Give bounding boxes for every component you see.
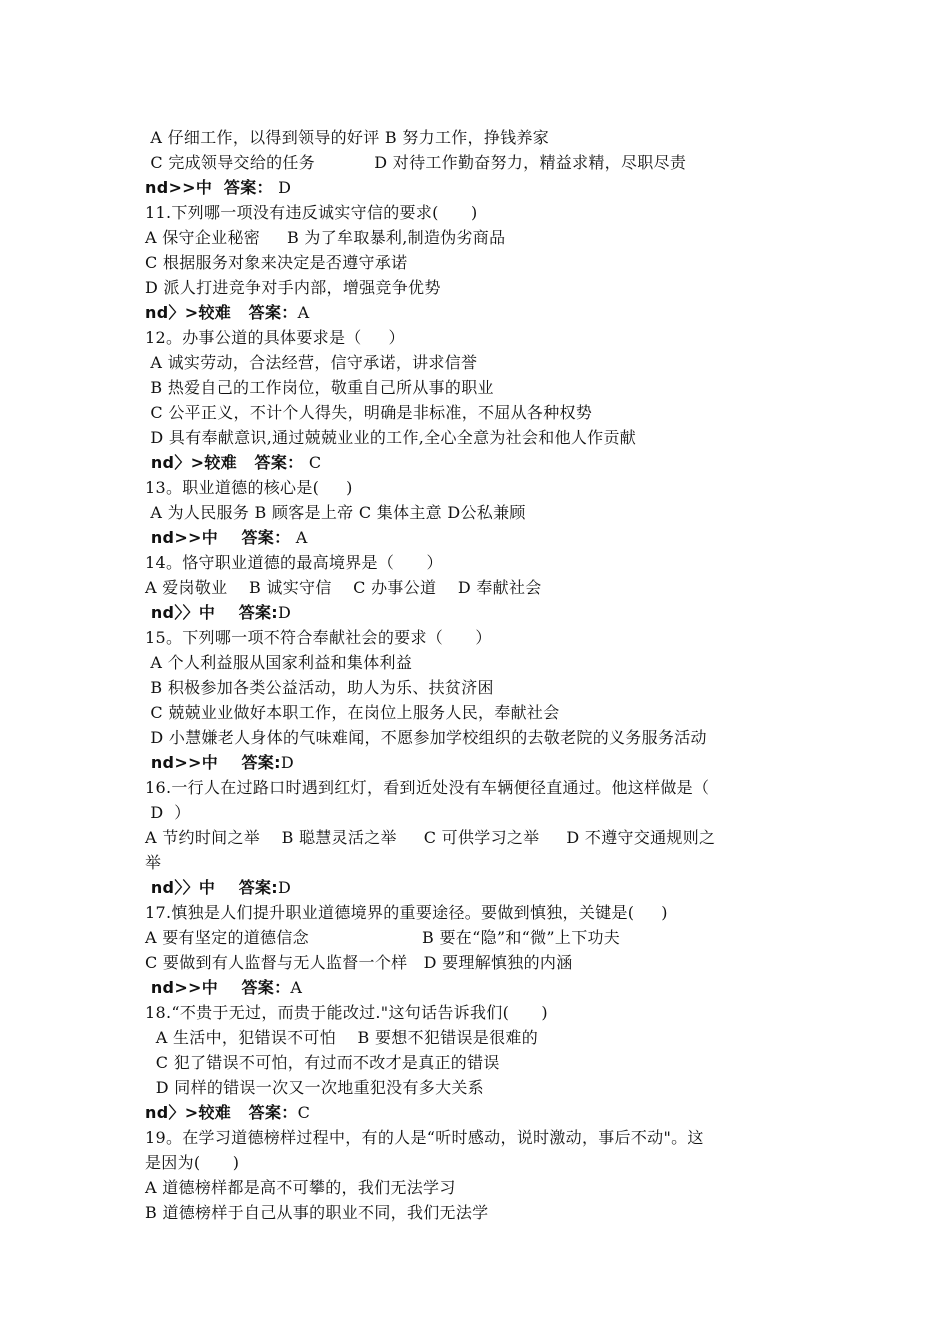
difficulty-answer-label: nd〉>较难 答案：: [145, 303, 298, 322]
line-text: 19。在学习道德榜样过程中，有的人是“听时感动，说时激动，事后不动"。这: [145, 1128, 704, 1147]
question-text-line: [145, 1178, 456, 1198]
question-text-line: [145, 553, 443, 573]
answer-line: [145, 978, 302, 998]
line-text: C 根据服务对象来决定是否遵守承诺: [145, 253, 408, 272]
question-text-line: [145, 278, 441, 298]
line-text: A 生活中，犯错误不可怕 B 要想不犯错误是很难的: [145, 1028, 539, 1047]
question-text-line: [145, 678, 494, 698]
line-text: C 公平正义，不计个人得失，明确是非标准，不屈从各种权势: [145, 403, 593, 422]
question-text-line: [145, 578, 542, 598]
question-text-line: [145, 228, 505, 248]
question-text-line: [145, 953, 573, 973]
line-text: D 派人打进竞争对手内部，增强竞争优势: [145, 278, 441, 297]
question-text-line: [145, 478, 353, 498]
line-text: 11.下列哪一项没有违反诚实守信的要求( ): [145, 203, 478, 222]
answer-value: D: [272, 178, 292, 197]
answer-line: [145, 178, 291, 198]
line-text: 是因为( ): [145, 1153, 240, 1172]
line-text: B 道德榜样于自己从事的职业不同，我们无法学: [145, 1203, 489, 1222]
line-text: 15。下列哪一项不符合奉献社会的要求（ ）: [145, 628, 492, 647]
question-text-line: [145, 728, 707, 748]
difficulty-answer-label: nd>>中 答案：: [145, 528, 291, 547]
answer-line: [145, 303, 309, 323]
line-text: 13。职业道德的核心是( ): [145, 478, 353, 497]
question-text-line: [145, 353, 477, 373]
question-text-line: [145, 428, 636, 448]
line-text: A 要有坚定的道德信念 B 要在“隐”和“微”上下功夫: [145, 928, 621, 947]
line-text: D 小慧嫌老人身体的气味难闻，不愿参加学校组织的去敬老院的义务服务活动: [145, 728, 707, 747]
line-text: A 道德榜样都是高不可攀的，我们无法学习: [145, 1178, 456, 1197]
difficulty-answer-label: nd>>中 答案:: [145, 753, 281, 772]
question-text-line: [145, 253, 407, 273]
question-text-line: [145, 1053, 500, 1073]
question-text-line: [145, 828, 715, 848]
line-text: A 为人民服务 B 顾客是上帝 C 集体主意 D公私兼顾: [145, 503, 526, 522]
question-text-line: [145, 803, 191, 823]
question-text-line: [145, 903, 668, 923]
question-text-line: [145, 1003, 548, 1023]
answer-value: A: [297, 303, 310, 322]
answer-value: A: [290, 528, 308, 547]
question-text-line: [145, 928, 620, 948]
difficulty-answer-label: nd〉〉中 答案:: [145, 878, 278, 897]
line-text: A 个人利益服从国家利益和集体利益: [145, 653, 413, 672]
answer-line: [145, 528, 308, 548]
question-text-line: [145, 1078, 484, 1098]
question-text-line: [145, 203, 478, 223]
difficulty-answer-label: nd>>中 答案：: [145, 978, 291, 997]
line-text: 举: [145, 853, 162, 872]
question-text-line: [145, 1028, 538, 1048]
question-text-line: [145, 1153, 239, 1173]
question-text-line: [145, 628, 492, 648]
question-text-line: [145, 853, 161, 873]
line-text: 18.“不贵于无过，而贵于能改过."这句话告诉我们( ): [145, 1003, 548, 1022]
line-text: D ）: [145, 803, 191, 822]
line-text: C 兢兢业业做好本职工作，在岗位上服务人民，奉献社会: [145, 703, 560, 722]
line-text: C 完成领导交给的任务 D 对待工作勤奋努力，精益求精，尽职尽责: [145, 153, 687, 172]
line-text: B 积极参加各类公益活动，助人为乐、扶贫济困: [145, 678, 494, 697]
answer-value: A: [290, 978, 303, 997]
line-text: 12。办事公道的具体要求是（ ）: [145, 328, 405, 347]
line-text: A 诚实劳动，合法经营，信守承诺，讲求信誉: [145, 353, 478, 372]
question-text-line: [145, 703, 560, 723]
line-text: D 具有奉献意识,通过兢兢业业的工作,全心全意为社会和他人作贡献: [145, 428, 637, 447]
line-text: A 节约时间之举 B 聪慧灵活之举 C 可供学习之举 D 不遵守交通规则之: [145, 828, 716, 847]
difficulty-answer-label: nd〉>较难 答案：: [145, 453, 304, 472]
question-text-line: [145, 128, 549, 148]
line-text: 16.一行人在过路口时遇到红灯，看到近处没有车辆便径直通过。他这样做是（: [145, 778, 710, 797]
question-text-line: [145, 653, 412, 673]
question-text-line: [145, 403, 592, 423]
answer-line: [145, 878, 291, 898]
line-text: A 仔细工作，以得到领导的好评 B 努力工作，挣钱养家: [145, 128, 550, 147]
answer-value: C: [297, 1103, 311, 1122]
line-text: 17.慎独是人们提升职业道德境界的重要途径。要做到慎独，关键是( ): [145, 903, 668, 922]
line-text: C 犯了错误不可怕，有过而不改才是真正的错误: [145, 1053, 500, 1072]
question-text-line: [145, 153, 686, 173]
line-text: C 要做到有人监督与无人监督一个样 D 要理解慎独的内涵: [145, 953, 573, 972]
difficulty-answer-label: nd〉>较难 答案：: [145, 1103, 298, 1122]
question-text-line: [145, 328, 405, 348]
line-text: B 热爱自己的工作岗位，敬重自己所从事的职业: [145, 378, 494, 397]
question-text-line: [145, 1203, 488, 1223]
answer-line: [145, 1103, 310, 1123]
answer-line: [145, 603, 291, 623]
line-text: A 保守企业秘密 B 为了牟取暴利,制造伪劣商品: [145, 228, 506, 247]
question-text-line: [145, 503, 526, 523]
answer-value: D: [280, 753, 294, 772]
answer-value: C: [303, 453, 322, 472]
line-text: D 同样的错误一次又一次地重犯没有多大关系: [145, 1078, 484, 1097]
line-text: 14。恪守职业道德的最高境界是（ ）: [145, 553, 443, 572]
answer-value: D: [278, 603, 292, 622]
answer-line: [145, 753, 294, 773]
answer-line: [145, 453, 321, 473]
difficulty-answer-label: nd>>中 答案：: [145, 178, 273, 197]
line-text: A 爱岗敬业 B 诚实守信 C 办事公道 D 奉献社会: [145, 578, 542, 597]
question-text-line: [145, 378, 494, 398]
question-text-line: [145, 1128, 704, 1148]
question-text-line: [145, 778, 709, 798]
difficulty-answer-label: nd〉〉中 答案:: [145, 603, 278, 622]
answer-value: D: [278, 878, 292, 897]
